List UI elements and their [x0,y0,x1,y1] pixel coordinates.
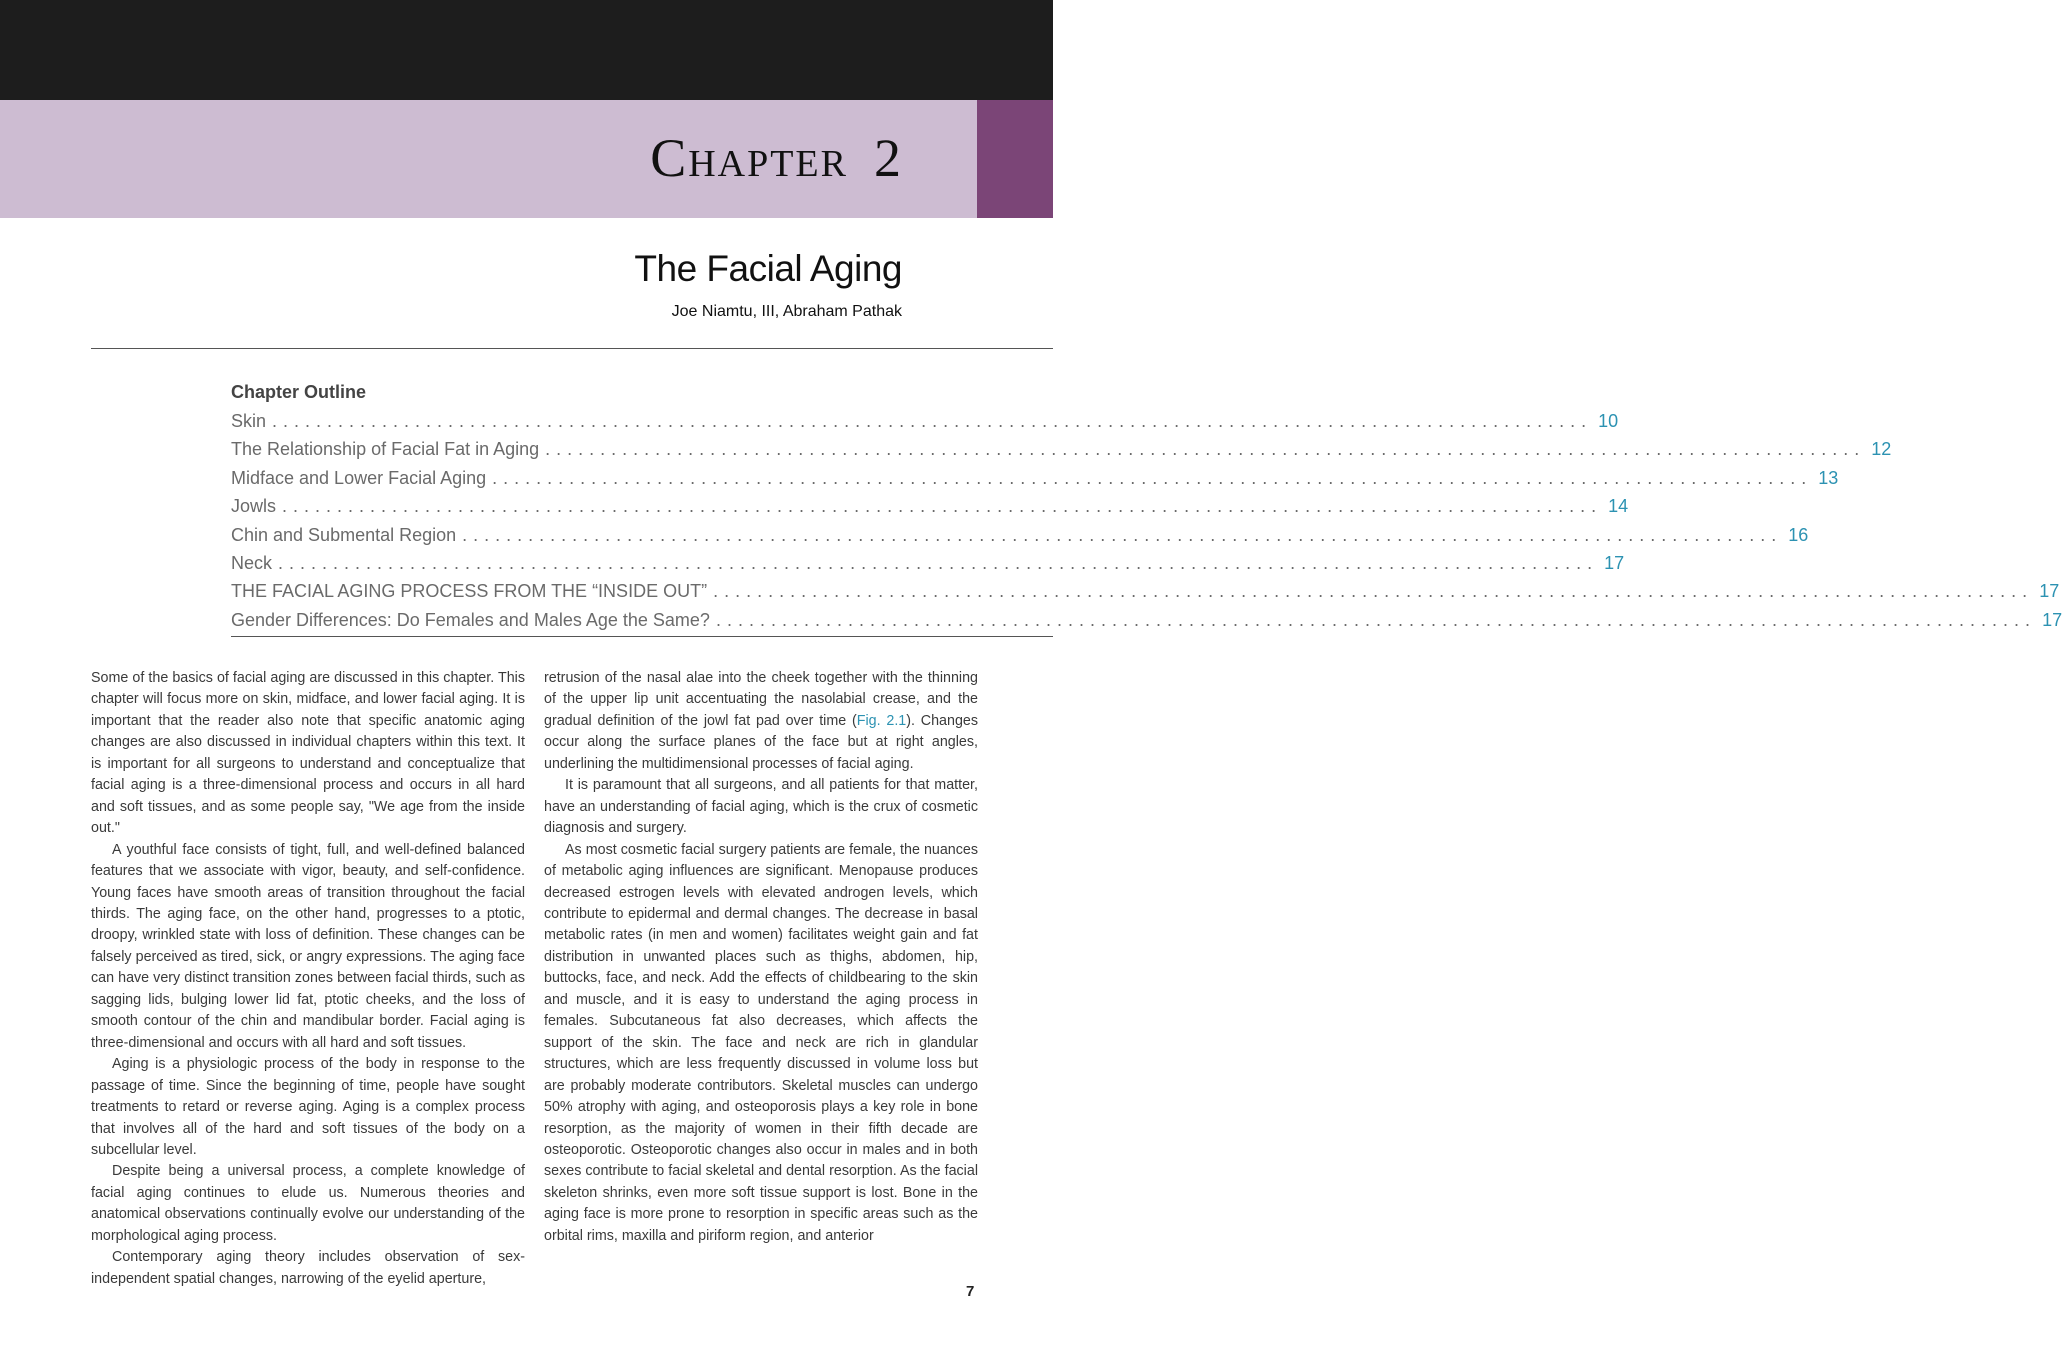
toc-leader-dots: ........................................................................................................................ [278,552,1599,573]
body-column-left [91,668,525,1290]
toc-leader-dots: ........................................................................................................................ [462,524,1783,545]
toc-page-link[interactable]: 13 [1818,467,1839,488]
body-paragraph: Some of the basics of facial aging are discussed in this chapter. This chapter will focus more on skin, midface, and lower facial aging. It is important that the reader also note that specific anatomic aging changes are also discussed in individual chapters within this text. It is important for all surgeons to understand and conceptualize that facial aging is a three-dimensional process and occurs in all hard and soft tissues, and as some people say, "We age from the inside out." [91,670,525,837]
toc-leader-dots: ........................................................................................................................ [492,467,1813,488]
toc-label: Chin and Submental Region [231,524,457,545]
toc-leader-dots: ........................................................................................................................ [713,581,2034,602]
toc-leader-dots: ........................................................................................................................ [545,439,1866,460]
chapter-title: The Facial Aging [634,248,902,289]
outline-heading: Chapter Outline [231,382,367,402]
toc-entry-neck[interactable] [231,549,1625,577]
toc-page-link[interactable]: 10 [1598,411,1619,431]
toc-label: Jowls [231,496,277,517]
toc-label: The Relationship of Facial Fat in Aging [231,439,540,460]
toc-page-link[interactable]: 17 [2039,581,2060,602]
body-paragraph: Aging is a physiologic process of the body in response to the passage of time. Since the beginning of time, people have sought treatments to retard or reverse aging. Aging is a complex process that involves all of the hard and soft tissues of the body on a subcellular level. [91,1056,525,1158]
toc-page-link[interactable]: 17 [1604,552,1625,573]
toc-entry-chin[interactable] [231,521,1809,549]
toc-label: Midface and Lower Facial Aging [231,467,487,488]
toc-label: Gender Differences: Do Females and Males Age the Same? [231,609,710,630]
toc-leader-dots: ........................................................................................................................ [282,496,1603,517]
divider-top [91,348,1053,349]
toc-entry-facial-fat[interactable] [231,435,1892,463]
chapter-authors: Joe Niamtu, III, Abraham Pathak [671,303,902,320]
divider-bottom [231,636,1053,637]
body-paragraph: Despite being a universal process, a complete knowledge of facial aging continues to elude us. Numerous theories and anatomical observations continually evolve our understanding of the morphological aging process. [91,1163,525,1244]
toc-page-link[interactable]: 12 [1871,439,1892,460]
toc-page-link[interactable]: 17 [2042,609,2062,630]
toc-label: Neck [231,552,273,573]
body-paragraph: As most cosmetic facial surgery patients are female, the nuances of metabolic aging influences are significant. Menopause produces decreased estrogen levels with elevated androgen levels, which contribute to epidermal and dermal changes. The decrease in basal metabolic rates (in men and women) facilitates weight gain and fat distribution in unwanted places such as thighs, abdomen, hip, buttocks, face, and neck. Add the effects of childbearing to the skin and muscle, and it is easy to understand the aging process in females. Subcutaneous fat also decreases, which affects the support of the skin. The face and neck are rich in glandular structures, which are less frequently discussed in volume loss but are probably moderate contributors. Skeletal muscles can undergo 50% atrophy with aging, and osteoporosis plays a key role in bone resorption, as the majority of women in their fifth decade are osteoporotic. Osteoporotic changes also occur in males and in both sexes contribute to facial skeletal and dental resorption. As the facial skeleton shrinks, even more soft tissue support is lost. Bone in the aging face is more prone to resorption in specific areas such as the orbital rims, maxilla and piriform region, and anterior [544,841,978,1244]
toc-entry-jowls[interactable] [231,492,1629,520]
body-paragraph: It is paramount that all surgeons, and all patients for that matter, have an understanding of facial aging, which is the crux of cosmetic diagnosis and surgery. [544,777,978,837]
page-number: 7 [966,1283,975,1300]
chapter-accent-block [977,100,1053,218]
figure-reference-link[interactable]: Fig. 2.1 [856,712,907,729]
top-bar [0,0,1053,100]
toc-leader-dots: ........................................................................................................................ [272,411,1593,431]
toc-page-link[interactable]: 14 [1608,496,1629,517]
body-paragraph: A youthful face consists of tight, full, and well-defined balanced features that we associate with vigor, beauty, and self-confidence. Young faces have smooth areas of transition throughout the facial thirds. The aging face, on the other hand, progresses to a ptotic, droopy, wrinkled state with loss of definition. These changes can be falsely perceived as tired, sick, or angry expressions. The aging face can have very distinct transition zones between facial thirds, such as sagging lids, bulging lower lid fat, ptotic cheeks, and the loss of smooth contour of the chin and mandibular border. Facial aging is three-dimensional and occurs with all hard and soft tissues. [91,841,525,1051]
toc-entry-inside-out[interactable] [231,577,2060,605]
chapter-heading [650,126,903,190]
toc-entry-midface[interactable] [231,464,1839,492]
toc-label: Skin [231,411,267,431]
body-text: retrusion of the nasal alae into the cheek together with the thinning of the upper lip unit accentuating the nasolabial crease, and the gradual definition of the jowl fat pad over time ( [544,670,978,729]
chapter-outline [231,380,2062,634]
body-column-right [544,668,978,1247]
toc-page-link[interactable]: 16 [1788,524,1809,545]
body-paragraph: Contemporary aging theory includes observation of sex-independent spatial changes, narrowing of the eyelid aperture, [91,1249,525,1287]
toc-leader-dots: ........................................................................................................................ [715,609,2037,630]
chapter-number: 2 [874,128,903,188]
body-text: ). Changes occur along the surface planes of the face but at right angles, underlining the multidimensional processes of facial aging. [544,712,978,772]
chapter-label: Chapter [650,128,848,188]
toc-entry-skin[interactable] [231,407,1619,435]
body-paragraph-continued [544,668,978,775]
toc-entry-gender[interactable] [231,606,2062,634]
toc-label: THE FACIAL AGING PROCESS FROM THE “INSIDE OUT” [231,581,708,602]
